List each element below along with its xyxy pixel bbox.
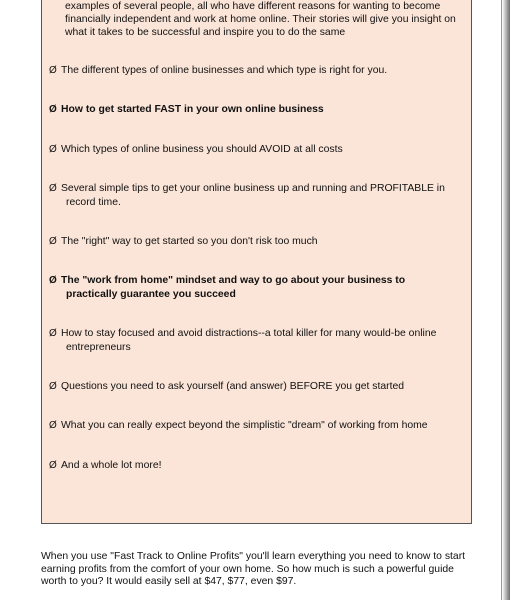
benefit-item	[49, 419, 469, 433]
bullet-icon: Ø	[49, 460, 57, 471]
bullet-icon: Ø	[49, 275, 57, 286]
benefit-item	[49, 459, 469, 473]
bullet-icon: Ø	[49, 65, 57, 76]
benefit-text: The "right" way to get started so you don't risk too much	[61, 236, 318, 247]
benefit-item	[49, 327, 469, 355]
benefit-text-continued: practically guarantee you succeed	[66, 289, 236, 300]
benefit-text: Which types of online business you should AVOID at all costs	[61, 144, 343, 155]
intro-paragraph	[65, 0, 470, 39]
benefit-item	[49, 235, 469, 249]
bullet-icon: Ø	[49, 328, 57, 339]
bullet-icon: Ø	[49, 104, 57, 115]
page-shadow	[502, 0, 510, 600]
benefit-text: How to stay focused and avoid distractions--a total killer for many would-be online	[61, 328, 437, 339]
closing-line: When you use "Fast Track to Online Profits" you'll learn everything you need to know to start	[41, 551, 466, 562]
bullet-icon: Ø	[49, 183, 57, 194]
benefit-item	[49, 380, 469, 394]
bullet-icon: Ø	[49, 144, 57, 155]
benefit-item	[49, 103, 469, 117]
closing-paragraph	[41, 551, 473, 589]
bullet-icon: Ø	[49, 420, 57, 431]
benefit-item	[49, 274, 469, 302]
benefit-text: What you can really expect beyond the simplistic "dream" of working from home	[61, 420, 428, 431]
benefit-text-continued: entrepreneurs	[66, 342, 131, 353]
bullet-icon: Ø	[49, 236, 57, 247]
benefit-text: The "work from home" mindset and way to go about your business to	[61, 275, 406, 286]
benefit-text-continued: record time.	[66, 197, 121, 208]
benefit-text: Several simple tips to get your online business up and running and PROFITABLE in	[61, 183, 445, 194]
benefit-text: And a whole lot more!	[61, 460, 162, 471]
intro-line: what it takes to be successful and inspire you to do the same	[65, 27, 346, 38]
intro-line: examples of several people, all who have different reasons for wanting to become	[65, 1, 441, 12]
benefit-text: The different types of online businesses and which type is right for you.	[61, 65, 388, 76]
benefits-box	[41, 0, 472, 524]
intro-line: financially independent and work at home online. Their stories will give you insight on	[65, 14, 456, 25]
benefit-text: Questions you need to ask yourself (and answer) BEFORE you get started	[61, 381, 405, 392]
benefit-item	[49, 64, 469, 78]
benefit-text: How to get started FAST in your own online business	[61, 104, 324, 115]
benefit-item	[49, 143, 469, 157]
closing-line: worth to you? It would easily sell at $47, $77, even $97.	[41, 576, 297, 587]
bullet-icon: Ø	[49, 381, 57, 392]
benefit-item	[49, 182, 469, 210]
closing-line: earning profits from the comfort of your own home. So how much is such a powerful guide	[41, 563, 454, 575]
